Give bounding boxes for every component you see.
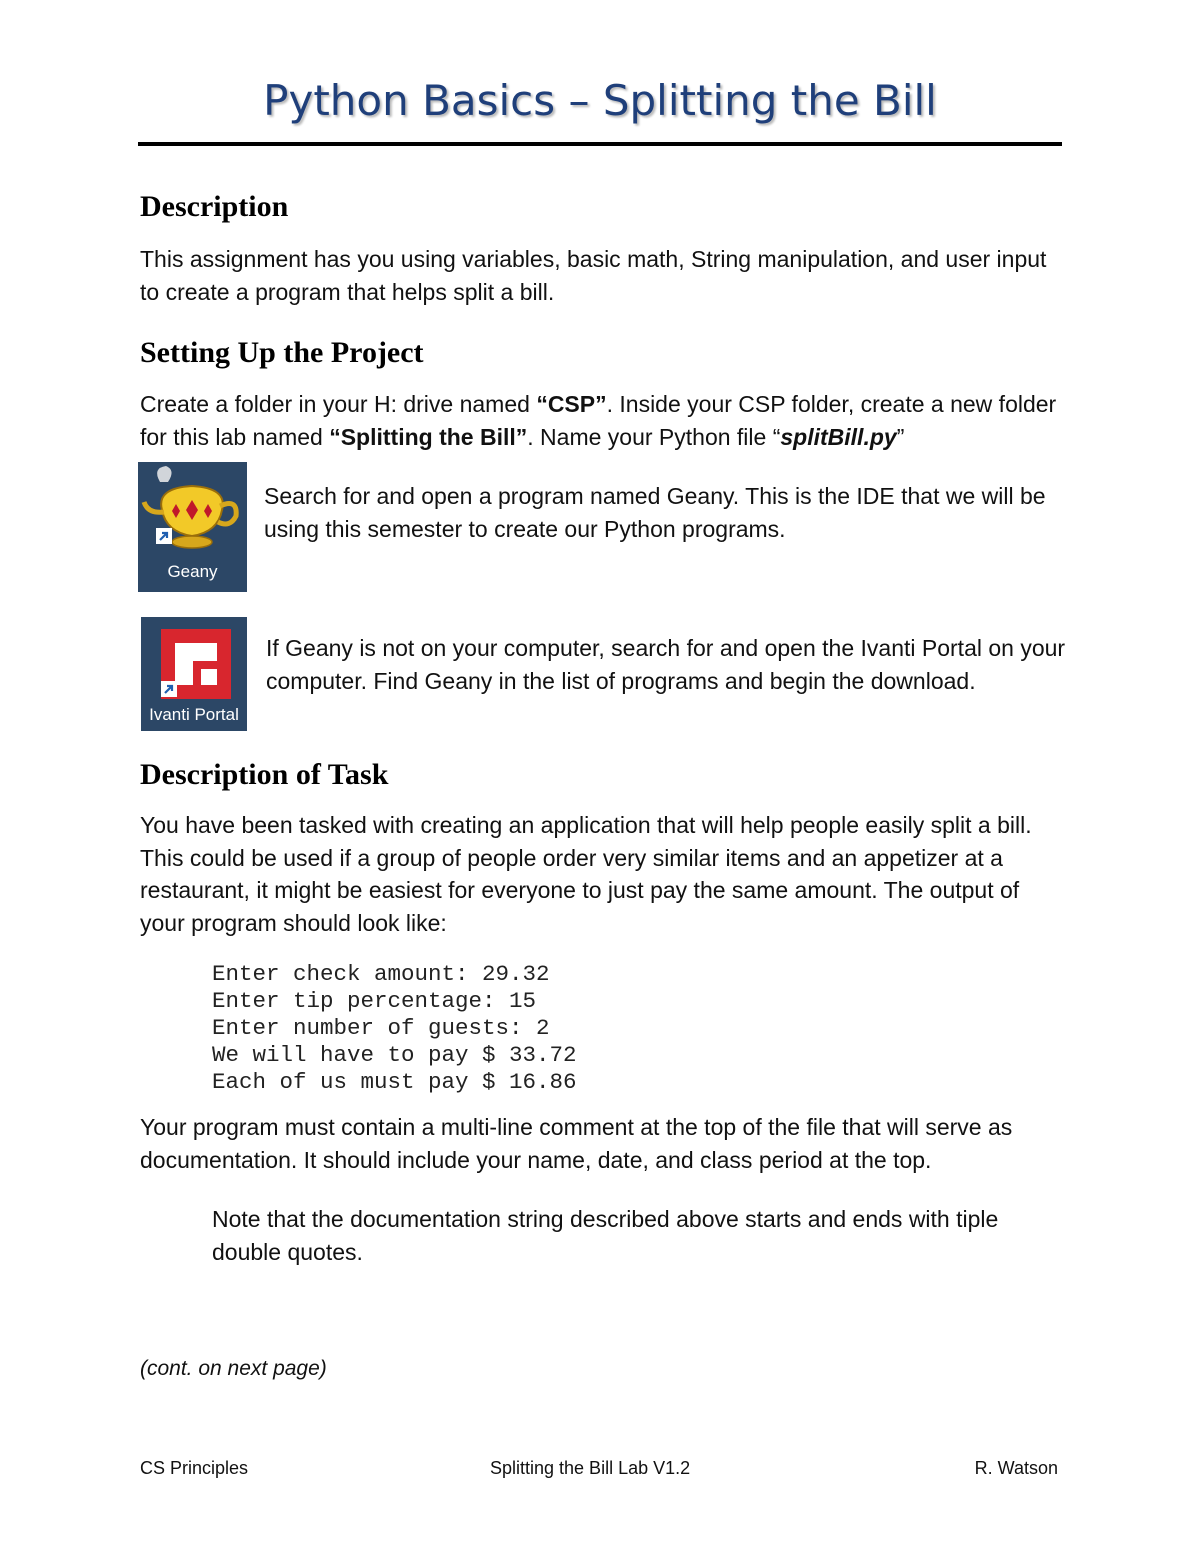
csp-folder-name: “CSP” xyxy=(536,391,607,417)
file-quote-close: ” xyxy=(896,423,905,450)
continued-note: (cont. on next page) xyxy=(140,1357,327,1380)
description-text: This assignment has you using variables, basic math, String manipulation, and user input to create a program that helps split a bill. xyxy=(140,246,1047,305)
setup-instructions xyxy=(140,388,1070,453)
docstring-note: Note that the documentation string described above starts and ends with tiple double quotes. xyxy=(212,1206,999,1265)
code-line: We will have to pay $ 33.72 xyxy=(212,1042,577,1068)
code-line: Enter tip percentage: 15 xyxy=(212,988,537,1014)
task-heading: Description of Task xyxy=(140,758,389,791)
ivanti-icon-label: Ivanti Portal xyxy=(149,705,239,724)
page-title: Python Basics – Splitting the Bill xyxy=(263,76,937,125)
setup-text-b: . Inside your CSP folder, create a new folder for this lab named xyxy=(140,391,1057,450)
genie-lamp-icon xyxy=(138,462,247,562)
code-line: Enter check amount: 29.32 xyxy=(212,961,550,987)
title-rule xyxy=(138,142,1062,146)
geany-icon xyxy=(138,462,247,592)
task-text: You have been tasked with creating an application that will help people easily split a bill. This could be used if a group of people order very similar items and an appetizer at a restaurant, it might be easiest for everyone to just pay the same amount. The output of your program should look like: xyxy=(140,812,1032,936)
setup-heading: Setting Up the Project xyxy=(140,336,424,369)
sample-output xyxy=(212,961,577,1096)
comment-requirement: Your program must contain a multi-line comment at the top of the file that will serve as documentation. It should include your name, date, and class period at the top. xyxy=(140,1114,1013,1173)
geany-icon-label: Geany xyxy=(167,562,218,581)
code-line: Enter number of guests: 2 xyxy=(212,1015,550,1041)
setup-text-a: Create a folder in your H: drive named xyxy=(140,391,537,417)
ivanti-portal-icon xyxy=(141,617,247,731)
shortcut-arrow-icon xyxy=(156,528,172,544)
footer-lab-version: Splitting the Bill Lab V1.2 xyxy=(490,1458,691,1478)
shortcut-arrow-icon xyxy=(161,681,177,697)
code-line: Each of us must pay $ 16.86 xyxy=(212,1069,577,1095)
ivanti-text: If Geany is not on your computer, search for and open the Ivanti Portal on your computer. Find Geany in the list of programs and begin the download. xyxy=(266,635,1066,694)
file-quote-open: “ xyxy=(772,423,781,450)
lab-folder-name: “Splitting the Bill” xyxy=(329,423,528,450)
setup-text-c: . Name your Python file xyxy=(527,423,773,450)
footer-author: R. Watson xyxy=(974,1458,1058,1478)
python-file-name: splitBill.py xyxy=(780,423,897,450)
ivanti-logo-icon xyxy=(141,617,247,707)
geany-text: Search for and open a program named Geany. This is the IDE that we will be using this semester to create our Python programs. xyxy=(264,483,1046,542)
footer-course: CS Principles xyxy=(140,1458,249,1478)
description-heading: Description xyxy=(140,190,289,223)
